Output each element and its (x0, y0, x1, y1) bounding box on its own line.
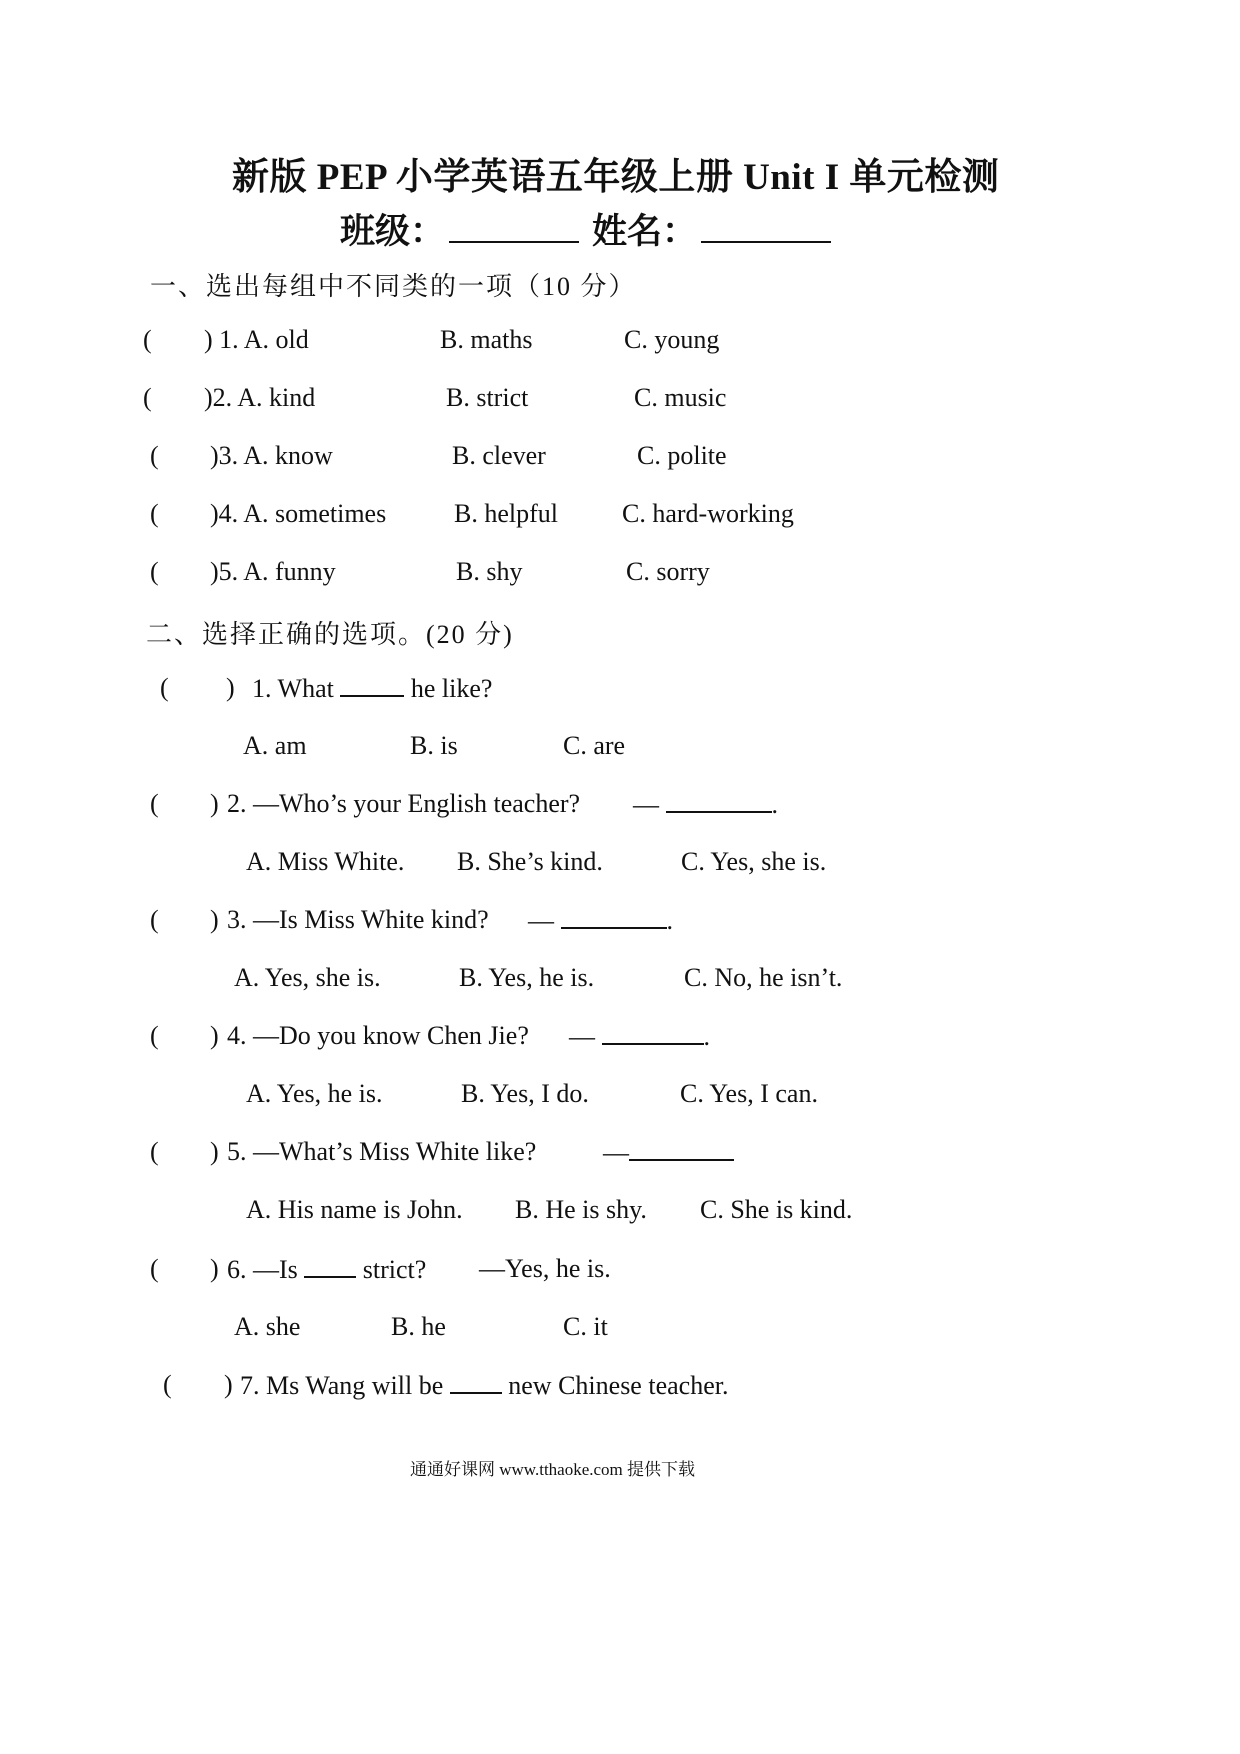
answer-paren-close: ) (210, 1021, 219, 1050)
fill-blank[interactable] (340, 673, 404, 697)
answer-paren-open[interactable]: ( (150, 499, 159, 528)
answer-paren-close: ) (210, 1254, 219, 1283)
item-option-c: C. young (624, 325, 720, 354)
answer-paren-open[interactable]: ( (143, 383, 152, 412)
fill-blank[interactable] (602, 1021, 704, 1045)
question-text: 5. —What’s Miss White like? (227, 1137, 537, 1166)
item-option-b: B. shy (456, 557, 523, 586)
item-option-b: B. strict (446, 383, 529, 412)
question-text: 1. What he like? (252, 674, 493, 703)
answer-paren-open[interactable]: ( (160, 673, 169, 702)
option-c: C. Yes, she is. (681, 847, 827, 876)
option-c: C. are (563, 731, 626, 760)
item-option-b: B. helpful (454, 499, 558, 528)
option-a: A. am (243, 731, 307, 760)
question-text: 3. —Is Miss White kind? (227, 905, 489, 934)
item-option-a: )5. A. funny (210, 557, 336, 586)
section2-heading: 二、选择正确的选项。(20 分) (146, 620, 514, 649)
section1-heading: 一、选出每组中不同类的一项（10 分） (150, 272, 637, 301)
answer-paren-open[interactable]: ( (150, 1137, 159, 1166)
option-a: A. she (234, 1312, 301, 1341)
fill-blank[interactable] (450, 1370, 502, 1394)
option-c: C. She is kind. (700, 1195, 853, 1224)
class-label: 班级： (340, 212, 446, 251)
fill-blank[interactable] (629, 1137, 734, 1161)
option-a: A. Miss White. (246, 847, 405, 876)
item-option-a: )4. A. sometimes (210, 499, 387, 528)
option-c: C. Yes, I can. (680, 1079, 818, 1108)
answer-paren-open[interactable]: ( (150, 789, 159, 818)
name-field (592, 204, 831, 254)
option-b: B. He is shy. (515, 1195, 647, 1224)
answer-paren-open[interactable]: ( (143, 325, 152, 354)
option-c: C. No, he isn’t. (684, 963, 843, 992)
answer-text: —Yes, he is. (479, 1254, 611, 1283)
answer-line: — (603, 1137, 734, 1168)
name-blank[interactable] (701, 211, 831, 243)
option-a: A. Yes, she is. (234, 963, 381, 992)
answer-paren-open[interactable]: ( (150, 441, 159, 470)
item-option-c: C. music (634, 383, 727, 412)
answer-paren-open[interactable]: ( (150, 1254, 159, 1283)
option-b: B. She’s kind. (457, 847, 603, 876)
question-text: 2. —Who’s your English teacher? (227, 789, 581, 818)
option-b: B. Yes, he is. (459, 963, 595, 992)
item-option-c: C. sorry (626, 557, 710, 586)
item-option-c: C. hard-working (622, 499, 794, 528)
option-b: B. he (391, 1312, 446, 1341)
answer-line: — . (528, 906, 673, 935)
fill-blank[interactable] (304, 1254, 356, 1278)
question-text: 4. —Do you know Chen Jie? (227, 1021, 529, 1050)
class-field (340, 204, 579, 254)
question-text: 7. Ms Wang will be new Chinese teacher. (240, 1371, 729, 1400)
item-option-a: )2. A. kind (204, 383, 316, 412)
answer-paren-open[interactable]: ( (150, 557, 159, 586)
answer-paren-open[interactable]: ( (150, 1021, 159, 1050)
question-text: 6. —Is strict? (227, 1255, 427, 1284)
page-title: 新版 PEP 小学英语五年级上册 Unit I 单元检测 (232, 157, 1000, 198)
fill-blank[interactable] (666, 789, 772, 813)
fill-blank[interactable] (561, 905, 667, 929)
name-label: 姓名： (592, 212, 698, 251)
item-option-c: C. polite (637, 441, 727, 470)
option-a: A. His name is John. (246, 1195, 463, 1224)
footer-credit: 通通好课网 www.tthaoke.com 提供下载 (410, 1460, 696, 1479)
answer-line: — . (569, 1022, 710, 1051)
class-blank[interactable] (449, 211, 579, 243)
answer-paren-close: ) (210, 1137, 219, 1166)
option-a: A. Yes, he is. (246, 1079, 383, 1108)
answer-paren-open[interactable]: ( (163, 1370, 172, 1399)
option-c: C. it (563, 1312, 608, 1341)
answer-paren-close: ) (226, 673, 235, 702)
answer-line: — . (633, 790, 778, 819)
item-option-a: )3. A. know (210, 441, 333, 470)
option-b: B. Yes, I do. (461, 1079, 589, 1108)
answer-paren-close: ) (210, 789, 219, 818)
item-option-b: B. clever (452, 441, 546, 470)
item-option-b: B. maths (440, 325, 533, 354)
answer-paren-close: ) (210, 905, 219, 934)
answer-paren-close: ) (224, 1370, 233, 1399)
answer-paren-open[interactable]: ( (150, 905, 159, 934)
item-option-a: ) 1. A. old (204, 325, 309, 354)
option-b: B. is (410, 731, 458, 760)
